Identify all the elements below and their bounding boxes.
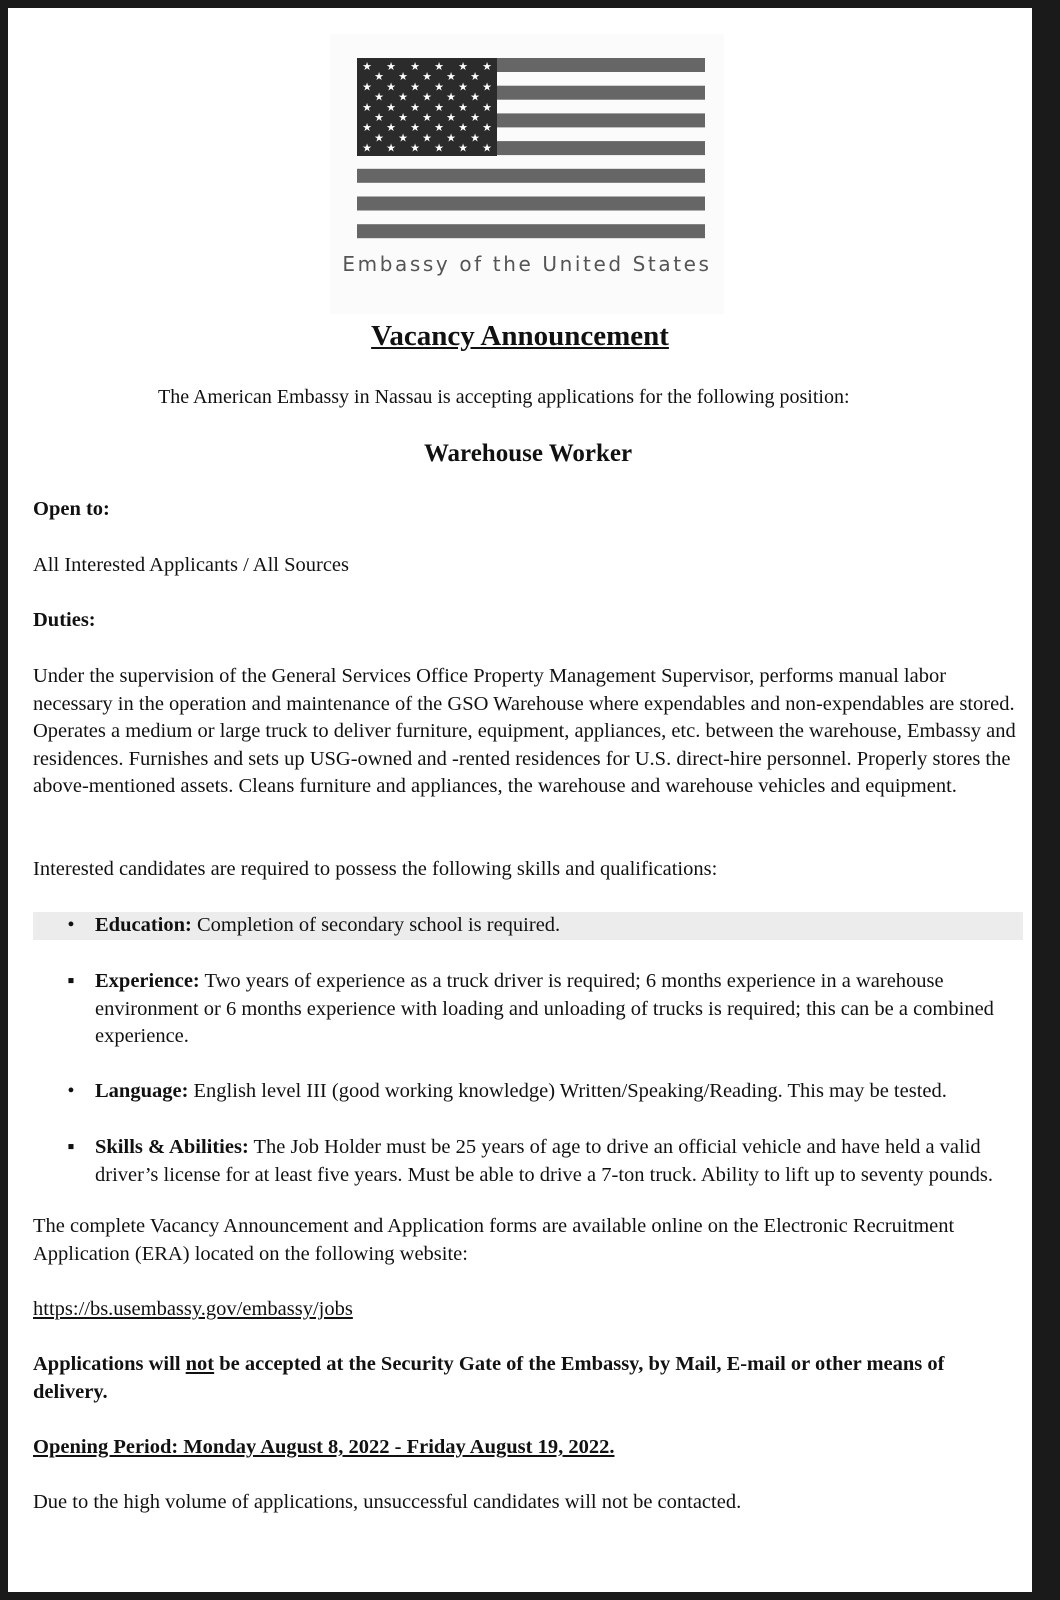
item-text: English level III (good working knowledge) Written/Speaking/Reading. This may be tested. (188, 1080, 947, 1102)
bullet-marker: ▪ (67, 1136, 75, 1158)
flag-star: ★ (470, 131, 480, 145)
duties-heading: Duties: (33, 609, 96, 631)
bullet-marker: ▪ (67, 970, 75, 992)
flag-star: ★ (422, 111, 432, 124)
flag-star: ★ (386, 80, 396, 94)
flag-star: ★ (362, 80, 372, 94)
flag-star: ★ (482, 80, 492, 94)
open-to-heading: Open to: (33, 498, 110, 520)
flag-star: ★ (434, 80, 444, 94)
us-flag-icon (330, 34, 724, 244)
notice-emphasis: not (185, 1353, 215, 1375)
bullet-marker: • (67, 1080, 75, 1102)
item-label: Skills & Abilities: (95, 1136, 249, 1158)
flag-star: ★ (470, 90, 480, 104)
flag-star: ★ (482, 121, 492, 135)
open-to-text: All Interested Applicants / All Sources (33, 554, 349, 576)
intro-text: The American Embassy in Nassau is accepting applications for the following position: (158, 386, 850, 408)
flag-star: ★ (374, 131, 384, 145)
item-text: Two years of experience as a truck driver is required; 6 months experience in a warehouse environment or 6 months experience with loading and unloading of trucks is required; this can be a combined experience. (95, 970, 994, 1047)
flag-star: ★ (434, 60, 444, 73)
flag-star: ★ (374, 90, 384, 104)
flag-star: ★ (398, 90, 408, 104)
flag-star: ★ (434, 141, 444, 155)
flag-star: ★ (410, 60, 420, 73)
item-text: The Job Holder must be 25 years of age to drive an official vehicle and have held a valid driver’s license for at least five years. Must be able to drive a 7-ton truck. Ability to lift up to seventy pounds. (95, 1136, 993, 1186)
flag-star: ★ (362, 141, 372, 155)
flag-star: ★ (386, 141, 396, 155)
flag-star: ★ (470, 70, 480, 84)
flag-star: ★ (374, 70, 384, 84)
flag-star: ★ (458, 100, 468, 114)
jobs-link[interactable]: https://bs.usembassy.gov/embassy/jobs (33, 1298, 353, 1320)
flag-star: ★ (410, 100, 420, 114)
flag-star: ★ (398, 131, 408, 145)
flag-star: ★ (374, 111, 384, 124)
flag-star: ★ (386, 100, 396, 114)
position-title: Warehouse Worker (423, 440, 633, 467)
flag-star: ★ (434, 121, 444, 135)
flag-star: ★ (362, 121, 372, 135)
flag-star: ★ (386, 121, 396, 135)
flag-star: ★ (446, 70, 456, 84)
flag-stripe (357, 169, 705, 183)
item-label: Language: (95, 1080, 189, 1102)
flag-star: ★ (422, 131, 432, 145)
flag-star: ★ (458, 141, 468, 155)
page-title: Vacancy Announcement (371, 320, 669, 352)
flag-star: ★ (446, 111, 456, 124)
flag-star: ★ (482, 141, 492, 155)
flag-star: ★ (410, 141, 420, 155)
flag-star: ★ (482, 100, 492, 114)
document-page (8, 8, 1032, 1592)
flag-star: ★ (482, 60, 492, 73)
flag-star: ★ (446, 90, 456, 104)
item-label: Experience: (95, 970, 200, 992)
flag-star: ★ (458, 80, 468, 94)
applications-notice: Applications will not be accepted at the Security Gate of the Embassy, by Mail, E-mail or other means of delivery. (33, 1353, 945, 1403)
flag-star: ★ (362, 60, 372, 73)
flag-stripe (357, 224, 705, 238)
flag-stripe (357, 197, 705, 211)
opening-period: Opening Period: Monday August 8, 2022 - Friday August 19, 2022. (33, 1436, 615, 1458)
qualifications-intro: Interested candidates are required to possess the following skills and qualifications: (33, 858, 718, 880)
logo-caption: Embassy of the United States (342, 252, 712, 276)
flag-star: ★ (410, 121, 420, 135)
flag-star: ★ (434, 100, 444, 114)
flag-star: ★ (446, 131, 456, 145)
flag-star: ★ (398, 111, 408, 124)
flag-star: ★ (410, 80, 420, 94)
bullet-marker: • (67, 914, 75, 936)
flag-star: ★ (470, 111, 480, 124)
item-text: Completion of secondary school is required. (191, 914, 561, 936)
flag-star: ★ (398, 70, 408, 84)
flag-star: ★ (458, 60, 468, 73)
flag-star: ★ (422, 70, 432, 84)
flag-star: ★ (458, 121, 468, 135)
item-label: Education: (95, 914, 192, 936)
flag-star: ★ (386, 60, 396, 73)
embassy-logo (330, 34, 724, 314)
flag-star: ★ (362, 100, 372, 114)
duties-text: Under the supervision of the General Services Office Property Management Supervisor, performs manual labor necessary in the operation and maintenance of the GSO Warehouse where expendables and non-expendables are stored. Operates a medium or large truck to deliver furniture, equipment, appliances, etc. between the warehouse, Embassy and residences. Furnishes and sets up USG-owned and -rented residences for U.S. direct-hire personnel. Properly stores the above-mentioned assets. Cleans furniture and appliances, the warehouse and warehouse vehicles and equipment. (33, 665, 1016, 797)
era-text: The complete Vacancy Announcement and Application forms are available online on the Electronic Recruitment Application (ERA) located on the following website: (33, 1215, 955, 1265)
closing-note: Due to the high volume of applications, unsuccessful candidates will not be contacted. (33, 1491, 742, 1513)
flag-star: ★ (422, 90, 432, 104)
list-item (33, 912, 1023, 940)
